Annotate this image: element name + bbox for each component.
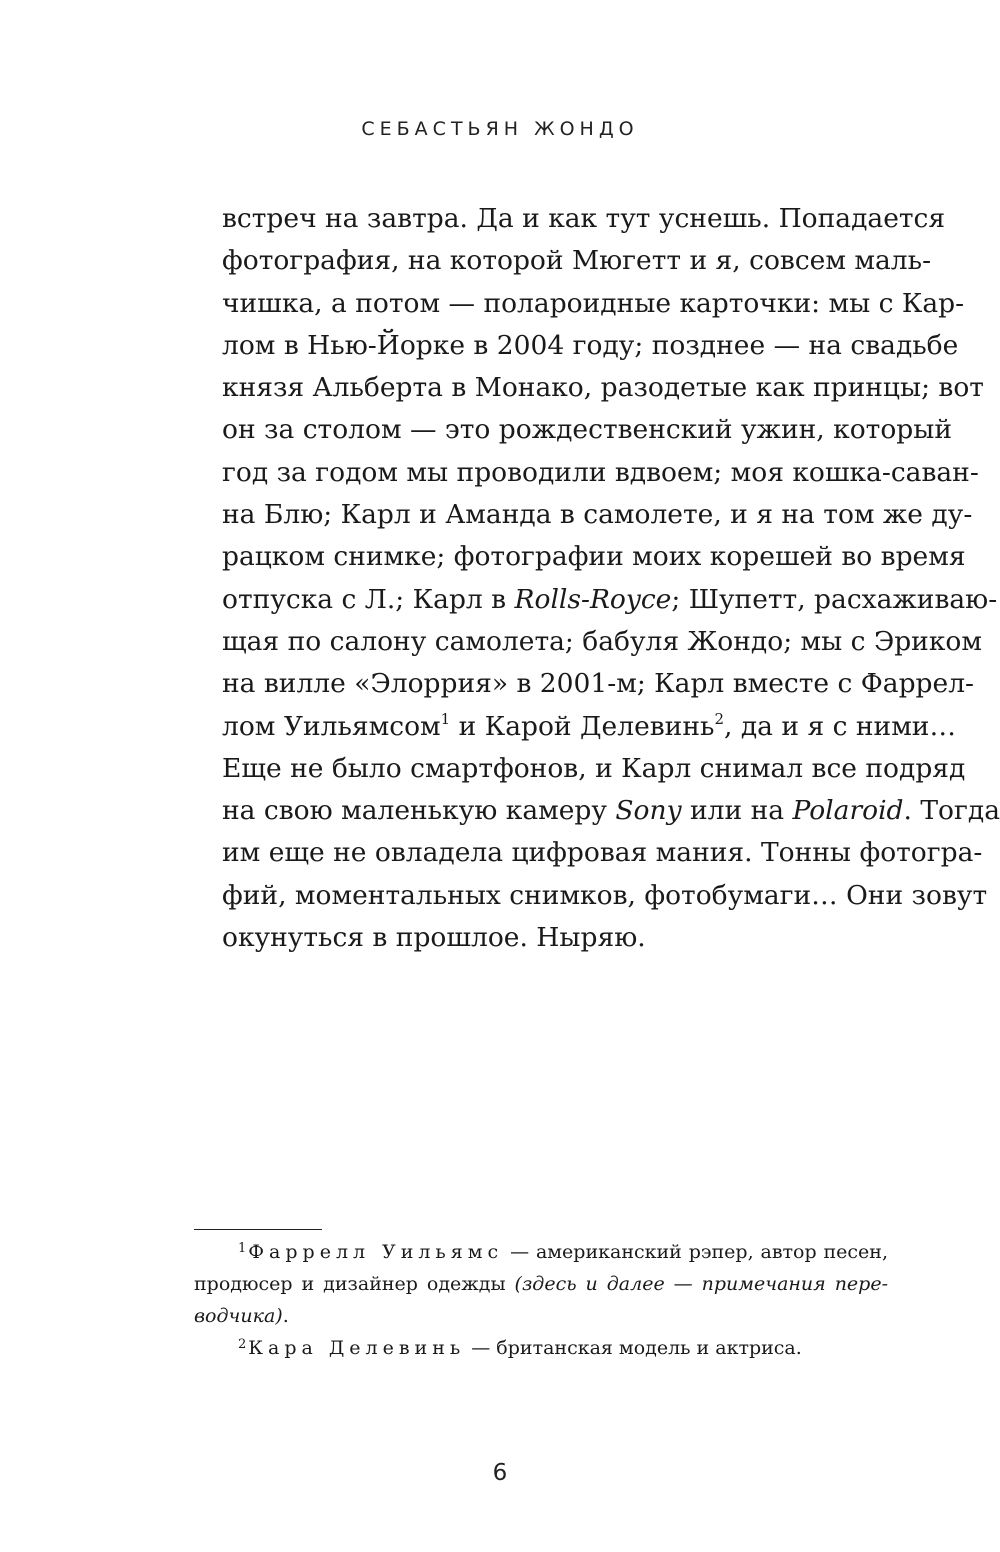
footnote-1-line — [194, 1300, 888, 1332]
footnote-italic: водчика) — [194, 1305, 283, 1327]
footnote-text: продюсер и дизайнер одежды — [194, 1273, 515, 1295]
footnote-name: Фаррелл Уильямс — [248, 1241, 504, 1263]
footnote-text: . — [282, 1305, 289, 1327]
italic-text: Sony — [615, 795, 682, 827]
text-segment: . Тогда — [903, 795, 1000, 827]
text-segment: и Карой Делевинь — [450, 710, 715, 742]
text-line: окунуться в прошлое. Ныряю. — [222, 922, 646, 954]
footnote-number: 2 — [238, 1337, 247, 1352]
text-line: на вилле «Элоррия» в 2001-м; Карл вместе с Фаррел- — [222, 668, 974, 700]
text-line: на Блю; Карл и Аманда в самолете, и я на том же ду- — [222, 499, 973, 531]
footnotes — [194, 1236, 888, 1364]
text-line: фотография, на которой Мюгетт и я, совсем маль- — [222, 245, 932, 277]
footnote-italic: (здесь и далее — примечания пере- — [514, 1273, 888, 1295]
text-segment: или на — [681, 795, 793, 827]
footnote-2-line — [194, 1332, 888, 1364]
footnote-text: — американский рэпер, автор песен, — [503, 1241, 888, 1263]
main-text — [222, 198, 1000, 959]
italic-text: Rolls-Royce — [514, 583, 672, 615]
text-line — [222, 706, 956, 748]
text-line: встреч на завтра. Да и как тут уснешь. Попадается — [222, 203, 946, 234]
text-line: щая по салону самолета; бабуля Жондо; мы с Эриком — [222, 625, 982, 657]
text-segment: , да и я с ними… — [723, 710, 956, 742]
page-number: 6 — [492, 1460, 508, 1486]
text-line: им еще не овладела цифровая мания. Тонны фотогра- — [222, 837, 983, 869]
footnote-text: — британская модель и актриса. — [465, 1337, 802, 1359]
text-segment: лом Уильямсом — [222, 710, 441, 742]
footnote-name: Кара Делевинь — [248, 1337, 466, 1359]
footnote-1-line — [194, 1236, 888, 1268]
footnote-1-line — [194, 1268, 888, 1300]
footnote-ref-2[interactable]: 2 — [714, 709, 724, 728]
text-line: рацком снимке; фотографии моих корешей во время — [222, 541, 966, 573]
footnote-separator — [194, 1229, 322, 1230]
text-segment: ; Шупетт, расхаживаю- — [671, 583, 998, 615]
text-line: год за годом мы проводили вдвоем; моя кошка-саван- — [222, 456, 979, 488]
text-line: князя Альберта в Монако, разодетые как принцы; вот — [222, 372, 984, 404]
text-segment: на свою маленькую камеру — [222, 795, 616, 827]
text-line: чишка, а потом — полароидные карточки: мы с Кар- — [222, 287, 965, 319]
text-segment: отпуска с Л.; Карл в — [222, 583, 515, 615]
text-line — [222, 790, 1000, 832]
running-head: СЕБАСТЬЯН ЖОНДО — [361, 118, 639, 140]
text-line — [222, 579, 998, 621]
text-line: лом в Нью-Йорке в 2004 году; позднее — на свадьбе — [222, 329, 959, 361]
text-line: он за столом — это рождественский ужин, который — [222, 414, 953, 446]
text-line: фий, моментальных снимков, фотобумаги… Они зовут — [222, 879, 988, 911]
footnote-number: 1 — [238, 1241, 247, 1256]
text-line: Еще не было смартфонов, и Карл снимал все подряд — [222, 752, 966, 784]
footnote-ref-1[interactable]: 1 — [440, 709, 451, 728]
italic-text: Polaroid — [792, 795, 904, 827]
